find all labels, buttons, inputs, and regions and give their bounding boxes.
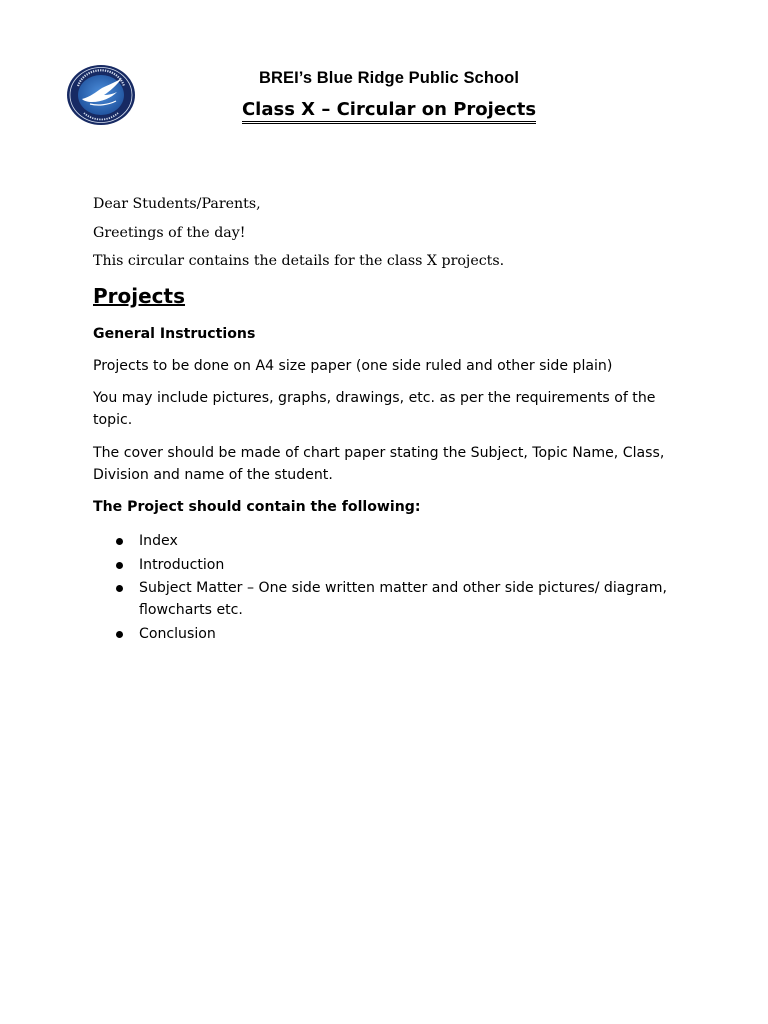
greeting-line: Greetings of the day! [93, 225, 246, 241]
list-item [93, 623, 693, 645]
bullet-icon [116, 585, 123, 592]
salutation: Dear Students/Parents, [93, 196, 261, 212]
instruction-paragraph-cover: The cover should be made of chart paper stating the Subject, Topic Name, Class, Division and name of the student. [93, 445, 665, 483]
list-item-text: Subject Matter – One side written matter and other side pictures/ diagram, flowcharts etc. [139, 580, 668, 618]
bullet-icon [116, 562, 123, 569]
project-contents-heading: The Project should contain the following: [93, 499, 421, 515]
bullet-icon [116, 538, 123, 545]
list-item [93, 530, 693, 552]
project-contents-list [93, 530, 693, 646]
circular-title [0, 99, 768, 120]
list-item [93, 554, 693, 576]
instruction-paragraph-pictures: You may include pictures, graphs, drawings, etc. as per the requirements of the topic. [93, 390, 656, 428]
intro-line: This circular contains the details for the class X projects. [93, 253, 505, 269]
list-item-text: Introduction [139, 556, 225, 573]
instruction-paragraph-paper: Projects to be done on A4 size paper (one side ruled and other side plain) [93, 358, 613, 374]
list-item-text: Index [139, 533, 178, 549]
list-item-text: Conclusion [139, 625, 216, 642]
general-instructions-heading: General Instructions [93, 326, 256, 342]
school-name: BREI’s Blue Ridge Public School [258, 69, 520, 87]
circular-title-text: Class X – Circular on Projects [242, 99, 536, 124]
projects-heading: Projects [93, 284, 186, 308]
list-item [93, 577, 693, 621]
bullet-icon [116, 631, 123, 638]
